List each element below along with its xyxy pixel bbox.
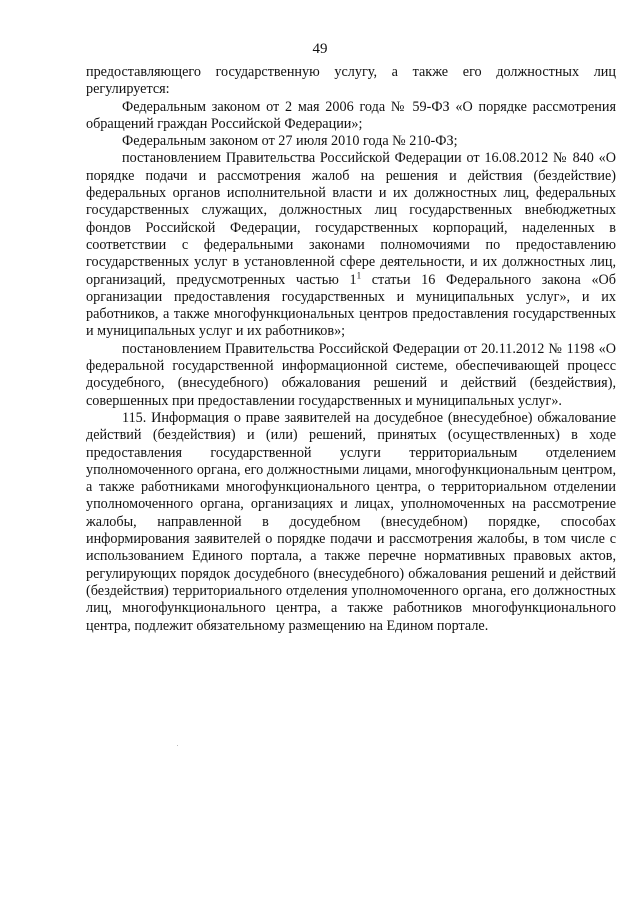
resolution-840-text-part2: статьи 16 Федерального закона «Об организации предоставления государственных и муниципальных услуг», и их работников, а также многофункциональных центров предоставления государственных и муниципальных услуг и их работников»; xyxy=(86,271,616,340)
paragraph-item-115: 115. Информация о праве заявителей на досудебное (внесудебное) обжалование действий (бездействия) и (или) решений, принятых (осуществленных) в ходе предоставления государственной услуги территориальным отделением уполномоченного органа, его должностными лицами, многофункциональным центром, а также работниками многофункционального центра, о территориальном отделении уполномоченного органа, организациях и лицах, уполномоченных на рассмотрение жалобы, направленной в досудебном (внесудебном) порядке, способах информирования заявителей о порядке подачи и рассмотрения жалобы, в том числе с использованием Единого портала, а также перечне нормативных правовых актов, регулирующих порядок досудебного (внесудебного) обжалования решений и действий (бездействия) территориального отделения уполномоченного органа, его должностных лиц, многофункционального центра, а также работников многофункционального центра, подлежит обязательному размещению на Едином портале. xyxy=(86,409,616,634)
paragraph-intro: предоставляющего государственную услугу, а также его должностных лиц регулируется: xyxy=(86,64,616,98)
paragraph-law-59fz: Федеральным законом от 2 мая 2006 года № 59-ФЗ «О порядке рассмотрения обращений граждан Российской Федерации»; xyxy=(86,98,616,132)
paragraph-resolution-840 xyxy=(86,150,616,340)
page-number: 49 xyxy=(312,41,328,57)
paragraph-resolution-1198: постановлением Правительства Российской Федерации от 20.11.2012 № 1198 «О федеральной государственной информационной системе, обеспечивающей процесс досудебного, (внесудебного) обжалования решений и действий (бездействия), совершенных при предоставлении государственных и муниципальных услуг». xyxy=(86,340,616,409)
superscript-part-number: 1 xyxy=(356,269,362,280)
paragraph-law-210fz: Федеральным законом от 27 июля 2010 года № 210-ФЗ; xyxy=(122,133,458,150)
document-body xyxy=(86,64,616,635)
resolution-840-text-part1: постановлением Правительства Российской Федерации от 16.08.2012 № 840 «О порядке подачи и рассмотрения жалоб на решения и действия (бездействие) федеральных органов исполнительной власти и их должностных лиц, федеральных государственных служащих, должностных лиц государственных внебюджетных фондов Российской Федерации, государственных корпораций, наделенных в соответствии с федеральными законами полномочиями по предоставлению государственных услуг в установленной сфере деятельности, и их должностных лиц, организаций, предусмотренных частью 1 xyxy=(86,150,616,288)
scan-speck xyxy=(177,745,178,746)
